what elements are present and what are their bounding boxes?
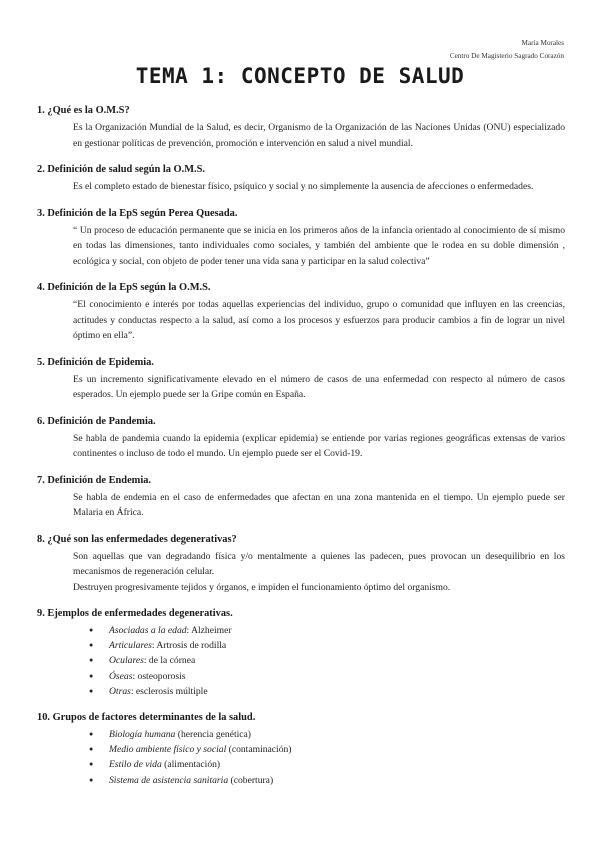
list-item — [89, 773, 565, 788]
item-term: Sistema de asistencia sanitaria — [109, 774, 229, 786]
section-epidemia — [37, 356, 565, 403]
section-degenerativas — [37, 533, 565, 596]
item-desc: : Artrosis de rodilla — [151, 640, 227, 652]
item-term: Asociadas a la edad — [109, 625, 187, 636]
item-term: Otras — [109, 685, 131, 697]
section-heading: 2. Definición de salud según la O.M.S. — [37, 164, 206, 175]
section-heading: 10. Grupos de factores determinantes de la salud. — [37, 712, 256, 724]
institution-name: Centro De Magisterio Sagrado Corazón — [449, 52, 564, 60]
item-term: Articulares — [109, 640, 152, 652]
item-desc: : esclerosis múltiple — [130, 685, 208, 697]
section-factores — [37, 711, 565, 788]
section-pandemia — [37, 415, 565, 462]
paragraph: Destruyen progresivamente tejidos y órganos, e impiden el funcionamiento óptimo del organismo. — [73, 581, 451, 593]
list-item — [89, 653, 565, 668]
list-item — [89, 638, 565, 653]
bullet-list — [37, 727, 565, 788]
item-term: Óseas — [109, 670, 133, 682]
section-endemia — [37, 474, 565, 521]
item-desc: : de la córnea — [143, 655, 196, 667]
section-heading: 5. Definición de Epidemia. — [37, 356, 154, 368]
author-name: María Morales — [521, 39, 564, 47]
list-item — [89, 742, 565, 757]
item-desc: (herencia genética) — [175, 729, 251, 741]
section-heading: 6. Definición de Pandemia. — [37, 415, 156, 427]
paragraph: Son aquellas que van degradando física y/o mentalmente a quienes las padecen, pues provocan un desequilibrio en los mecanismos de regeneración celular. — [73, 550, 565, 577]
section-heading: 7. Definición de Endemia. — [37, 474, 152, 486]
document-body — [37, 104, 565, 800]
list-item — [89, 669, 565, 684]
section-text: “El conocimiento e interés por todas aquellas experiencias del individuo, grupo o comunidad que influyen en las creencias, actitudes y conductas respecto a la salud, así como a los procesos y esfuerzos para producir cambios a fin de lograr un nivel óptimo en ella”. — [73, 299, 565, 341]
section-ejemplos — [37, 607, 565, 699]
section-heading: 3. Definición de la EpS según Perea Quesada. — [37, 207, 238, 219]
page-title: TEMA 1: CONCEPTO DE SALUD — [135, 64, 465, 88]
section-text: Se habla de pandemia cuando la epidemia (explicar epidemia) se entiende por varias regiones geográficas extensas de varios continentes o incluso de todo el mundo. Un ejemplo puede ser el Covid-19. — [73, 432, 565, 459]
list-item — [89, 623, 565, 638]
document-header — [450, 37, 564, 63]
item-desc: : osteoporosis — [132, 670, 186, 682]
section-eps-perea — [37, 207, 565, 270]
section-text — [37, 549, 565, 596]
list-item — [89, 757, 565, 772]
section-text: Es el completo estado de bienestar físico, psíquico y social y no simplemente la ausencia de afecciones o enfermedades. — [73, 181, 534, 192]
section-salud — [37, 163, 565, 195]
item-desc: : Alzheimer — [186, 625, 232, 636]
item-term: Biología humana — [109, 729, 176, 741]
item-term: Estilo de vida — [109, 759, 162, 771]
section-heading: 1. ¿Qué es la O.M.S? — [37, 105, 130, 116]
item-desc: (contaminación) — [226, 744, 292, 756]
section-heading: 9. Ejemplos de enfermedades degenerativas. — [37, 608, 233, 619]
section-text: Se habla de endemia en el caso de enfermedades que afectan en una zona mantenida en el tiempo. Un ejemplo puede ser Malaria en África. — [73, 491, 565, 518]
bullet-list — [37, 623, 565, 699]
item-term: Medio ambiente físico y social — [109, 744, 227, 756]
section-oms — [37, 104, 565, 151]
list-item — [89, 684, 565, 699]
item-desc: (cobertura) — [228, 774, 274, 786]
section-text: Es la Organización Mundial de la Salud, es decir, Organismo de la Organización de las Naciones Unidas (ONU) especializado en gestionar políticas de prevención, promoción e intervención en salud a nivel mundial. — [73, 122, 565, 149]
section-heading: 4. Definición de la EpS según la O.M.S. — [37, 282, 211, 293]
section-text: Es un incremento significativamente elevado en el número de casos de una enfermedad con respecto al número de casos esperados. Un ejemplo puede ser la Gripe común en España. — [73, 373, 565, 400]
item-term: Oculares — [109, 655, 144, 667]
section-heading: 8. ¿Qué son las enfermedades degenerativas? — [37, 533, 237, 545]
list-item — [89, 727, 565, 742]
section-eps-oms — [37, 281, 565, 344]
item-desc: (alimentación) — [161, 759, 221, 771]
section-text: “ Un proceso de educación permanente que se inicia en los primeros años de la infancia orientado al conocimiento de sí mismo en todas las dimensiones, tanto individuales como sociales, y también del ambiente que le rodea en su doble dimensión , ecológica y social, con objeto de poder tener una vida sana y participar en la salud colectiva” — [73, 224, 565, 267]
